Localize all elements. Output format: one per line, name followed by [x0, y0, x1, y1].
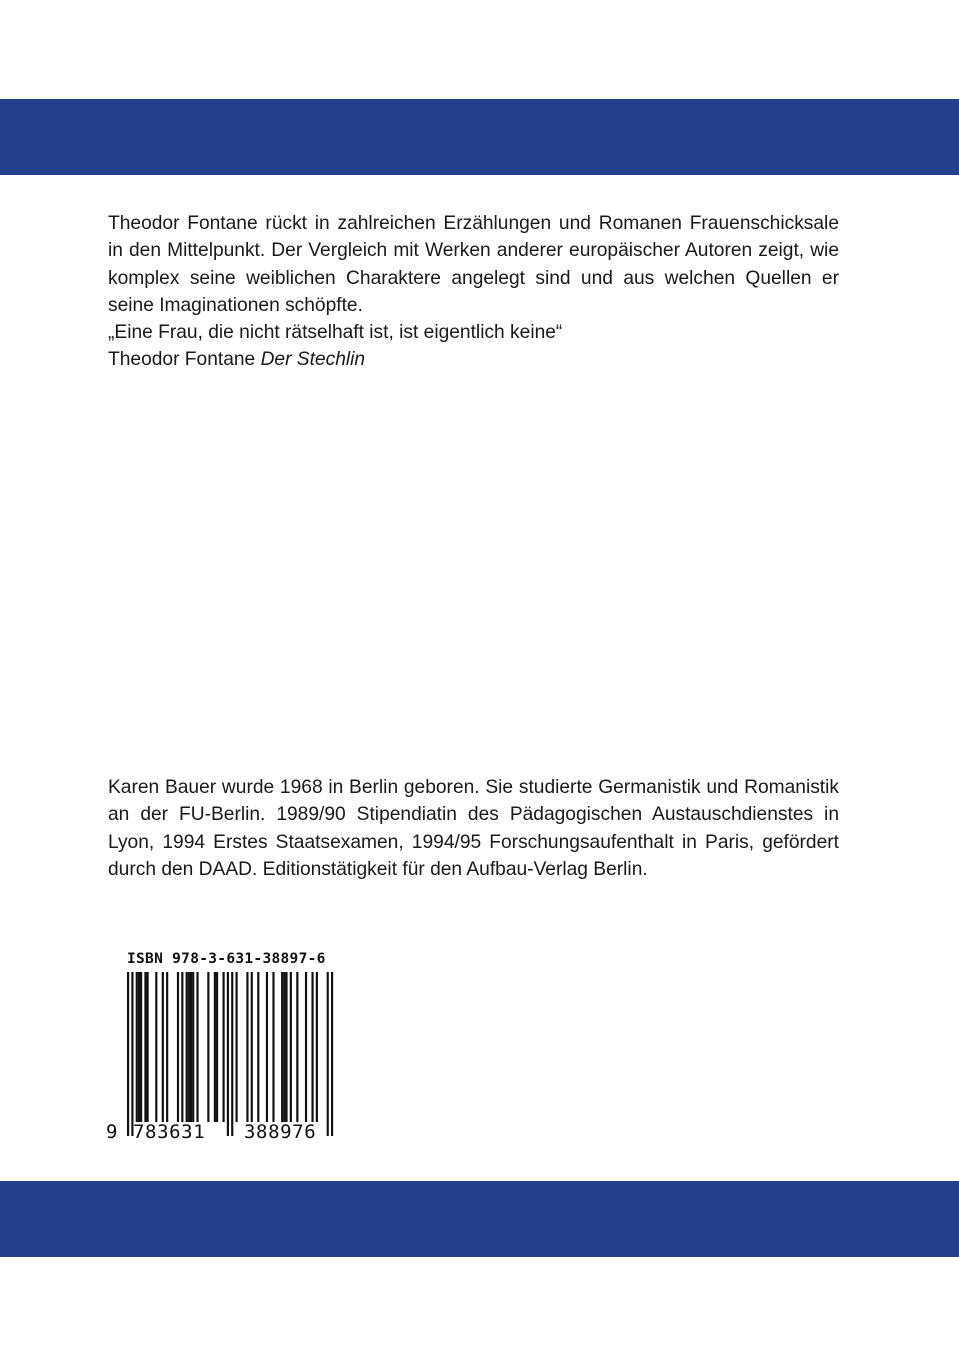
top-color-band: [0, 99, 959, 175]
barcode-bar: [222, 972, 224, 1122]
barcode-bar: [311, 972, 313, 1122]
barcode-bar: [147, 972, 149, 1122]
barcode-bar: [236, 972, 238, 1122]
barcode-bar: [281, 972, 283, 1122]
barcode-bar: [138, 972, 140, 1122]
blurb-quote: „Eine Frau, die nicht rätselhaft ist, ist eigentlich keine“: [108, 322, 563, 344]
barcode-bar: [207, 972, 209, 1122]
barcode-bar: [266, 972, 268, 1122]
barcode-bar: [192, 972, 194, 1122]
barcode-bar: [283, 972, 285, 1122]
barcode-bar: [305, 972, 307, 1122]
barcode-digit-first: 9: [106, 1121, 118, 1143]
barcode-digit-group-2: 388976: [244, 1121, 317, 1143]
barcode-guard-bar: [331, 972, 333, 1136]
barcode-bar: [272, 972, 274, 1122]
barcode-bar: [257, 972, 259, 1122]
quote-attribution: [108, 346, 839, 373]
barcode-digit-group-1: 783631: [133, 1121, 206, 1143]
barcode-bar: [162, 972, 164, 1122]
author-bio: [108, 774, 839, 883]
barcode-bar: [177, 972, 179, 1122]
barcode-bar: [285, 972, 287, 1122]
barcode-guard-bar: [131, 972, 133, 1136]
blurb-paragraph: Theodor Fontane rückt in zahlreichen Erzählungen und Romanen Frauenschicksale in den Mittelpunkt. Der Vergleich mit Werken anderer europäischer Autoren zeigt, wie komplex seine weiblichen Charaktere angelegt sind und aus welchen Quellen er seine Imaginationen schöpfte.: [108, 213, 839, 316]
bottom-color-band: [0, 1181, 959, 1257]
barcode-bar: [296, 972, 298, 1122]
barcode-guard-bar: [327, 972, 329, 1136]
barcode-bars: [104, 950, 344, 1150]
barcode-bar: [166, 972, 168, 1122]
barcode-bar: [214, 972, 216, 1122]
barcode-bar: [216, 972, 218, 1122]
barcode-bar: [136, 972, 138, 1122]
barcode-bar: [140, 972, 142, 1122]
barcode-bar: [196, 972, 198, 1122]
book-blurb: [108, 210, 839, 374]
barcode-bar: [181, 972, 183, 1122]
barcode-bar: [144, 972, 146, 1122]
barcode-bar: [186, 972, 188, 1122]
barcode-bar: [190, 972, 192, 1122]
author-bio-paragraph: Karen Bauer wurde 1968 in Berlin geboren. Sie studierte Germanistik und Romanistik an der FU-Berlin. 1989/90 Stipendiatin des Pädagogischen Austauschdienstes in Lyon, 1994 Erstes Staatsexamen, 1994/95 Forschungsaufenthalt in Paris, gefördert durch den DAAD. Editionstätigkeit für den Aufbau-Verlag Berlin.: [108, 777, 839, 880]
barcode-guard-bar: [127, 972, 129, 1136]
barcode-bar: [290, 972, 292, 1122]
barcode-bar: [251, 972, 253, 1122]
attribution-title: Der Stechlin: [260, 349, 366, 371]
barcode-bar: [155, 972, 157, 1122]
attribution-author: Theodor Fontane: [108, 349, 256, 371]
barcode-bar: [188, 972, 190, 1122]
isbn-barcode: [104, 950, 344, 1150]
isbn-label: ISBN 978-3-631-38897-6: [127, 951, 326, 967]
barcode-bar: [316, 972, 318, 1122]
barcode-guard-bar: [231, 972, 233, 1136]
barcode-guard-bar: [227, 972, 229, 1136]
barcode-bar: [246, 972, 248, 1122]
